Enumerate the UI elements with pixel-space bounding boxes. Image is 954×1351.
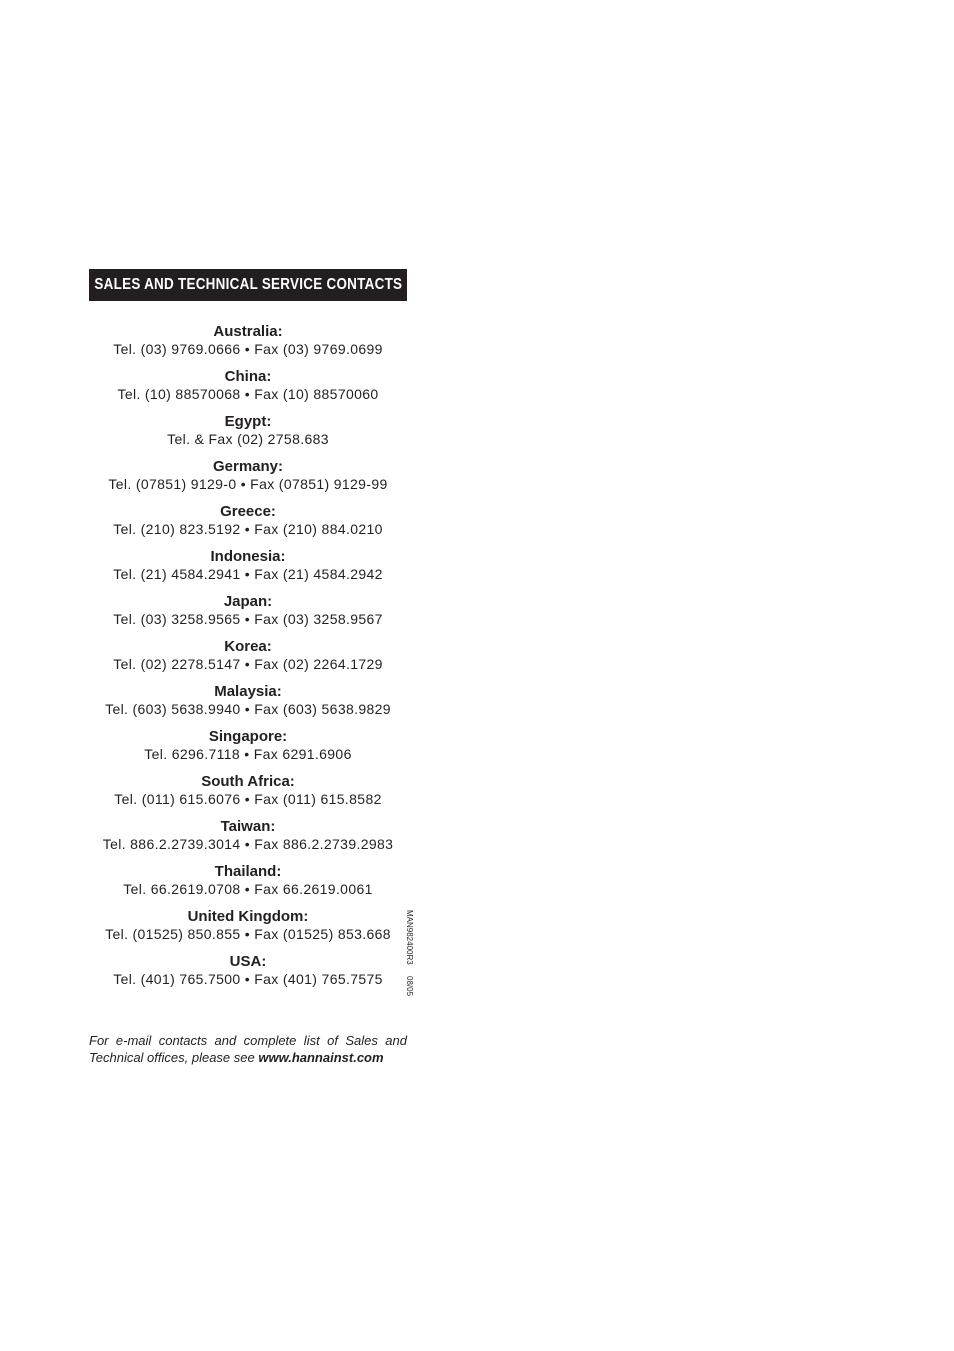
contact-entry: [78, 457, 418, 502]
country-name: Korea:: [224, 638, 272, 655]
country-name: Taiwan:: [220, 818, 276, 835]
contact-entry: [78, 952, 418, 997]
phone-fax: Tel. (401) 765.7500 • Fax (401) 765.7575: [113, 971, 383, 987]
phone-fax: Tel. (21) 4584.2941 • Fax (21) 4584.2942: [113, 566, 383, 582]
contact-entry: [78, 862, 418, 907]
country-name: United Kingdom:: [187, 908, 309, 925]
contact-entry: [78, 817, 418, 862]
country-name: South Africa:: [201, 773, 295, 790]
phone-fax: Tel. (01525) 850.855 • Fax (01525) 853.668: [105, 926, 391, 942]
contact-entry: [78, 502, 418, 547]
country-name: Germany:: [212, 458, 284, 475]
country-name: Indonesia:: [210, 548, 286, 565]
manual-code-vertical: [405, 910, 426, 1000]
country-name: China:: [224, 368, 272, 385]
phone-fax: Tel. (03) 9769.0666 • Fax (03) 9769.0699: [113, 341, 383, 357]
contact-entry: [78, 682, 418, 727]
footer-note: [89, 1032, 407, 1066]
contact-entry: [78, 547, 418, 592]
phone-fax: Tel. (603) 5638.9940 • Fax (603) 5638.9829: [105, 701, 391, 717]
contact-entry: [78, 727, 418, 772]
section-header: [89, 269, 407, 301]
phone-fax: Tel. 66.2619.0708 • Fax 66.2619.0061: [123, 881, 373, 897]
phone-fax: Tel. & Fax (02) 2758.683: [167, 431, 329, 447]
country-name: Egypt:: [224, 413, 272, 430]
country-name: Australia:: [213, 323, 283, 340]
country-name: Japan:: [223, 593, 273, 610]
country-name: Greece:: [220, 503, 276, 520]
contact-entry: [78, 322, 418, 367]
country-name: USA:: [229, 953, 267, 970]
contact-entry: [78, 907, 418, 952]
date-code: 08/05: [405, 976, 414, 997]
phone-fax: Tel. (02) 2278.5147 • Fax (02) 2264.1729: [113, 656, 383, 672]
contacts-list: [78, 322, 418, 997]
phone-fax: Tel. (210) 823.5192 • Fax (210) 884.0210: [113, 521, 383, 537]
contact-entry: [78, 367, 418, 412]
phone-fax: Tel. (10) 88570068 • Fax (10) 88570060: [117, 386, 379, 402]
website-link[interactable]: www.hannainst.com: [258, 1050, 384, 1065]
country-name: Thailand:: [214, 863, 282, 880]
contact-entry: [78, 412, 418, 457]
contact-entry: [78, 772, 418, 817]
phone-fax: Tel. (03) 3258.9565 • Fax (03) 3258.9567: [113, 611, 383, 627]
phone-fax: Tel. 6296.7118 • Fax 6291.6906: [144, 746, 352, 762]
phone-fax: Tel. 886.2.2739.3014 • Fax 886.2.2739.2983: [102, 836, 394, 852]
contact-entry: [78, 637, 418, 682]
section-title: SALES AND TECHNICAL SERVICE CONTACTS: [94, 276, 402, 293]
contact-entry: [78, 592, 418, 637]
manual-code: MAN982400R3: [405, 910, 414, 965]
country-name: Malaysia:: [214, 683, 282, 700]
country-name: Singapore:: [208, 728, 288, 745]
footer-text: For e-mail contacts and complete list of Sales and Technical offices, please see: [89, 1033, 407, 1065]
phone-fax: Tel. (011) 615.6076 • Fax (011) 615.8582: [114, 791, 382, 807]
phone-fax: Tel. (07851) 9129-0 • Fax (07851) 9129-99: [108, 476, 388, 492]
